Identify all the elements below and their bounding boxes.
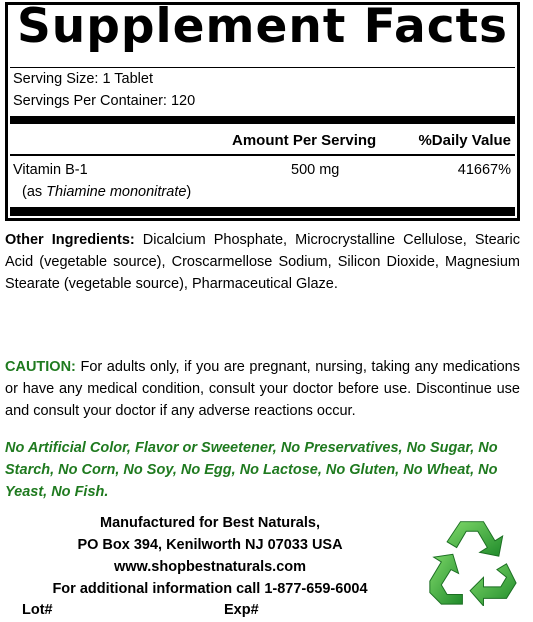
amount-per-serving-header: Amount Per Serving [232, 132, 377, 149]
other-ingredients-label: Other Ingredients: [5, 232, 135, 248]
daily-value-header: %Daily Value [418, 132, 511, 149]
nutrient-source-compound: Thiamine mononitrate [46, 184, 187, 200]
free-from-statement: No Artificial Color, Flavor or Sweetener, No Preservatives, No Sugar, No Starch, No Corn, No Soy, No Egg, No Lactose, No Gluten, No Wheat, No Yeast, No Fish. [5, 440, 498, 500]
columns-divider [10, 154, 515, 156]
facts-title: Supplement Facts [16, 0, 509, 54]
footer-thick-bar [10, 207, 515, 216]
manufacturer-name: Manufactured for Best Naturals, [100, 515, 320, 531]
supplement-facts-panel [5, 2, 520, 221]
other-ingredients-text: Dicalcium Phosphate, Microcrystalline Cellulose, Stearic Acid (vegetable source), Croscarmellose Sodium, Silicon Dioxide, Magnesium Stearate (vegetable source), Pharmaceutical Glaze. [5, 232, 520, 292]
caution-notice [5, 356, 520, 422]
lot-label: Lot# [22, 602, 53, 618]
recycle-icon [424, 514, 520, 606]
manufacturer-phone: For additional information call 1-877-659-6004 [52, 581, 368, 597]
title-divider [10, 67, 515, 68]
nutrient-daily-value: 41667% [457, 162, 511, 178]
manufacturer-address: PO Box 394, Kenilworth NJ 07033 USA [77, 537, 343, 553]
exp-label: Exp# [224, 602, 259, 618]
serving-size: Serving Size: 1 Tablet [13, 71, 153, 87]
servings-per-container: Servings Per Container: 120 [13, 93, 196, 109]
nutrient-name: Vitamin B-1 [13, 162, 88, 178]
caution-label: CAUTION: [5, 359, 76, 375]
nutrient-amount: 500 mg [291, 162, 340, 178]
caution-text: For adults only, if you are pregnant, nursing, taking any medications or have any medical condition, consult your doctor before use. Discontinue use and consult your doctor if any adverse reactions occur. [5, 359, 520, 419]
nutrient-source: (as Thiamine mononitrate) [22, 184, 192, 200]
manufacturer-website: www.shopbestnaturals.com [113, 559, 307, 575]
other-ingredients [5, 229, 520, 295]
header-thick-bar [10, 116, 515, 124]
